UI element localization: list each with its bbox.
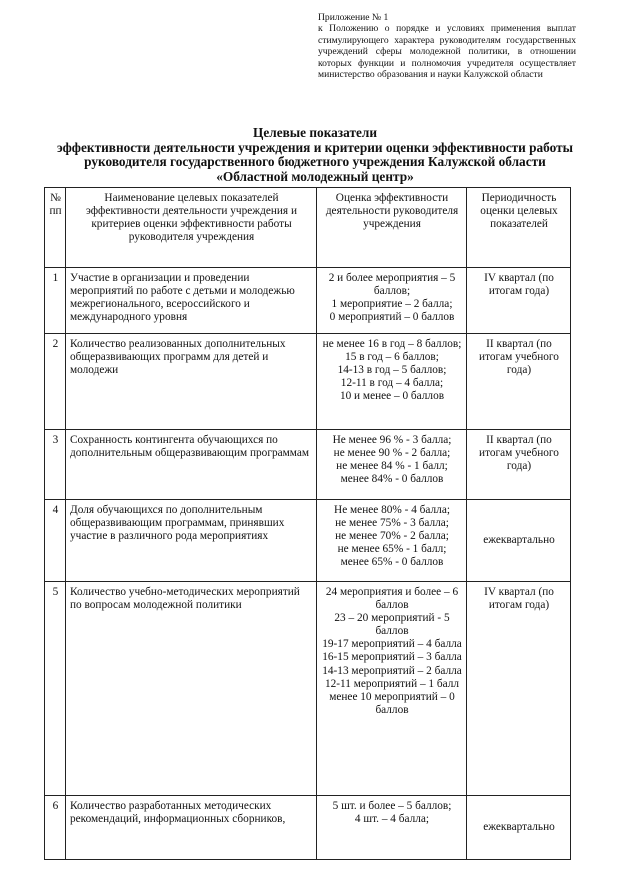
annex-text: к Положению о порядке и условиях применения выплат стимулирующего характера руководителям государственных учреждений сферы молодежной политики, в отношении которых функции и полномочия учредителя осуществляет министерство образования и науки Калужской области — [318, 23, 576, 81]
row-name: Количество разработанных методических рекомендаций, информационных сборников, — [66, 796, 317, 860]
document-title — [30, 126, 600, 184]
row-name: Количество реализованных дополнительных общеразвивающих программ для детей и молодежи — [66, 334, 317, 430]
eval-line: 15 в год – 6 баллов; — [345, 351, 439, 364]
row-num: 5 — [45, 582, 66, 796]
row-eval — [317, 268, 467, 334]
table-row — [45, 334, 571, 430]
eval-line: 12-11 мероприятий – 1 балл — [324, 677, 460, 690]
row-period: ежеквартально — [467, 500, 571, 582]
row-num: 3 — [45, 430, 66, 500]
row-period: ежеквартально — [467, 796, 571, 860]
row-period: II квартал (по итогам учебного года) — [467, 334, 571, 430]
eval-line: 16-15 мероприятий – 3 балла — [322, 651, 462, 664]
eval-line: не менее 75% - 3 балла; — [335, 517, 449, 530]
row-num: 6 — [45, 796, 66, 860]
row-period: IV квартал (по итогам года) — [467, 268, 571, 334]
title-line-3: руководителя государственного бюджетного учреждения Калужской области — [84, 154, 546, 169]
eval-line: 0 мероприятий – 0 баллов — [329, 311, 455, 324]
row-eval — [317, 334, 467, 430]
row-period: II квартал (по итогам учебного года) — [467, 430, 571, 500]
eval-line: 2 и более мероприятия – 5 баллов; — [328, 272, 456, 298]
title-line-4: «Областной молодежный центр» — [216, 168, 414, 184]
eval-line: не менее 90 % - 2 балла; — [333, 447, 451, 460]
header-num: № пп — [45, 188, 66, 268]
eval-line: не менее 84 % - 1 балл; — [336, 460, 448, 473]
eval-line: не менее 16 в год – 8 баллов; — [322, 338, 462, 350]
eval-line: 19-17 мероприятий – 4 балла — [322, 638, 462, 651]
eval-line: не менее 70% - 2 балла; — [335, 530, 449, 543]
eval-line: 1 мероприятие – 2 балла; — [331, 298, 453, 311]
eval-line: менее 65% - 0 баллов — [340, 556, 444, 569]
eval-line: 10 и менее – 0 баллов — [339, 390, 445, 403]
eval-line: 5 шт. и более – 5 баллов; — [332, 800, 452, 812]
table-row — [45, 500, 571, 582]
eval-line: менее 84% - 0 баллов — [340, 473, 444, 486]
title-line-2: эффективности деятельности учреждения и критерии оценки эффективности работы — [56, 139, 574, 155]
row-eval — [317, 582, 467, 796]
table-row — [45, 268, 571, 334]
table-row — [45, 582, 571, 796]
eval-line: Не менее 96 % - 3 балла; — [332, 434, 452, 446]
eval-line: 14-13 мероприятий – 2 балла — [322, 664, 462, 677]
row-num: 4 — [45, 500, 66, 582]
eval-line: 14-13 в год – 5 баллов; — [337, 364, 447, 377]
row-name: Сохранность контингента обучающихся по дополнительным общеразвивающим программам — [66, 430, 317, 500]
eval-line: Не менее 80% - 4 балла; — [334, 504, 450, 516]
annex-block — [318, 12, 576, 80]
header-period: Периодичность оценки целевых показателей — [467, 188, 571, 268]
row-eval — [317, 500, 467, 582]
title-line-1: Целевые показатели — [252, 125, 377, 140]
table-row — [45, 430, 571, 500]
eval-line: 24 мероприятия и более – 6 баллов — [325, 586, 459, 612]
header-eval: Оценка эффективности деятельности руководителя учреждения — [317, 188, 467, 268]
eval-line: 12-11 в год – 4 балла; — [340, 377, 444, 390]
header-name: Наименование целевых показателей эффективности деятельности учреждения и критериев оценки эффективности работы руководителя учреждения — [66, 188, 317, 268]
row-period: IV квартал (по итогам года) — [467, 582, 571, 796]
eval-line: 23 – 20 мероприятий - 5 баллов — [334, 612, 450, 638]
table-header-row — [45, 188, 571, 268]
table-row — [45, 796, 571, 860]
indicators-table — [44, 187, 571, 860]
row-eval — [317, 430, 467, 500]
row-name: Количество учебно-методических мероприятий по вопросам молодежной политики — [66, 582, 317, 796]
row-num: 2 — [45, 334, 66, 430]
eval-line: менее 10 мероприятий – 0 баллов — [329, 690, 455, 716]
row-eval — [317, 796, 467, 860]
eval-line: 4 шт. – 4 балла; — [354, 813, 430, 826]
annex-heading: Приложение № 1 — [318, 12, 389, 23]
row-name: Доля обучающихся по дополнительным общеразвивающим программам, принявших участие в различного рода мероприятиях — [66, 500, 317, 582]
row-num: 1 — [45, 268, 66, 334]
row-name: Участие в организации и проведении мероприятий по работе с детьми и молодежью межрегионального, всероссийского и международного уровня — [66, 268, 317, 334]
eval-line: не менее 65% - 1 балл; — [337, 543, 447, 556]
